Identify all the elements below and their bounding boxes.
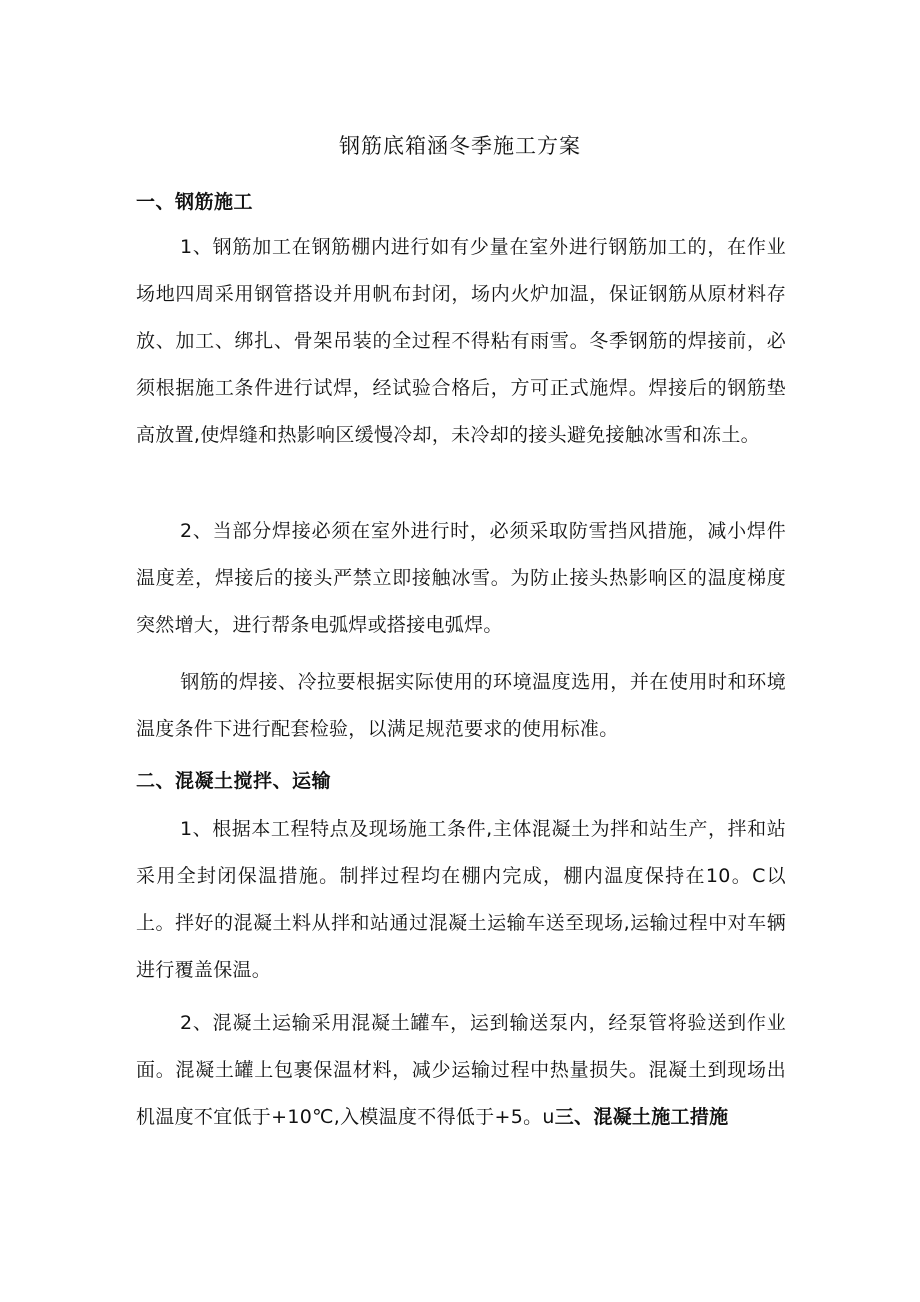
paragraph-concrete-2 — [136, 1000, 786, 1141]
paragraph-concrete-2-text: 2、混凝土运输采用混凝土罐车，运到输送泵内，经泵管将验送到作业面。混凝土罐上包裹保温材料，减少运输过程中热量损失。混凝土到现场出机温度不宜低于+10℃,入模温度不得低于+5。u — [136, 1012, 786, 1128]
section-heading-concrete-mixing: 二、混凝土搅拌、运输 — [136, 770, 332, 792]
section-heading-concrete-construction: 三、混凝土施工措施 — [554, 1106, 729, 1128]
paragraph-rebar-2 — [136, 508, 786, 649]
paragraph-concrete-1-text: 1、根据本工程特点及现场施工条件,主体混凝土为拌和站生产，拌和站采用全封闭保温措施。制拌过程均在棚内完成，棚内温度保持在10。C以上。拌好的混凝土料从拌和站通过混凝土运输车送至现场,运输过程中对车辆进行覆盖保温。 — [136, 818, 786, 981]
paragraph-rebar-2-text: 2、当部分焊接必须在室外进行时，必须采取防雪挡风措施，减小焊件温度差，焊接后的接头严禁立即接触冰雪。为防止接头热影响区的温度梯度突然增大，进行帮条电弧焊或搭接电弧焊。 — [136, 520, 786, 636]
document-title: 钢筋底箱涵冬季施工方案 — [339, 134, 581, 158]
section-heading-rebar: 一、钢筋施工 — [136, 191, 254, 213]
paragraph-rebar-1 — [136, 224, 786, 459]
paragraph-rebar-3 — [136, 659, 786, 753]
paragraph-rebar-3-text: 钢筋的焊接、冷拉要根据实际使用的环境温度选用，并在使用时和环境温度条件下进行配套检验，以满足规范要求的使用标准。 — [136, 671, 786, 740]
paragraph-concrete-1 — [136, 806, 786, 994]
paragraph-rebar-1-text: 1、钢筋加工在钢筋棚内进行如有少量在室外进行钢筋加工的，在作业场地四周采用钢管搭设并用帆布封闭，场内火炉加温，保证钢筋从原材料存放、加工、绑扎、骨架吊装的全过程不得粘有雨雪。冬季钢筋的焊接前，必须根据施工条件进行试焊，经试验合格后，方可正式施焊。焊接后的钢筋垫高放置,使焊缝和热影响区缓慢冷却，未冷却的接头避免接触冰雪和冻土。 — [136, 236, 786, 446]
